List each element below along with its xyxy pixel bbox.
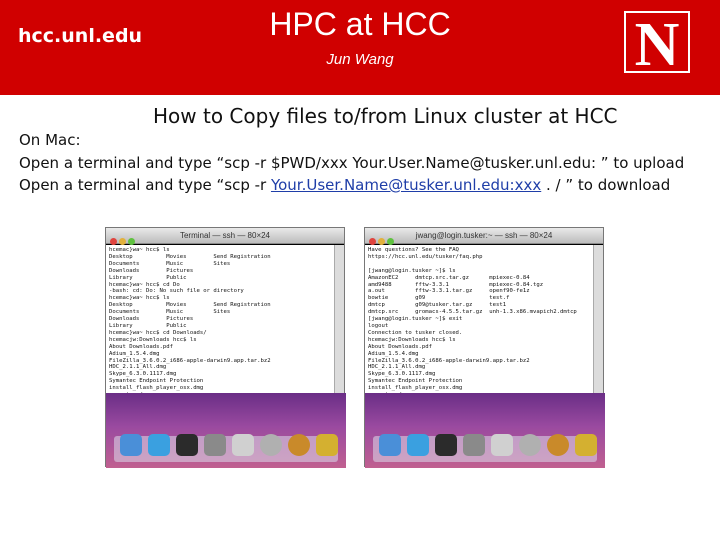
terminal-line: Adium_1.5.4.dmg	[368, 350, 419, 357]
terminal-line: HDC_2.1.1_All.dmg	[109, 364, 167, 371]
shield-icon[interactable]	[575, 434, 597, 456]
terminal-line: hcemac}wa~ hcc$ ls	[109, 295, 170, 302]
download-instruction	[19, 176, 670, 194]
terminal-line: bowtie g09 test.f	[368, 295, 510, 302]
finder-icon[interactable]	[120, 434, 142, 456]
author-name: Jun Wang	[326, 51, 394, 68]
terminal-line: [jwang@login.tusker ~]$ exit	[368, 316, 463, 323]
terminal-line: hcemacjw:Downloads hcc$ ls	[368, 336, 456, 343]
terminal-line: https://hcc.unl.edu/tusker/faq.php	[368, 253, 483, 260]
terminal-line: Documents Music Sites	[109, 309, 231, 316]
shield-icon[interactable]	[316, 434, 338, 456]
terminal-line: hcemacjw:Downloads hcc$ ls	[109, 336, 197, 343]
site-name: hcc.unl.edu	[18, 25, 143, 47]
terminal-line: About Downloads.pdf	[368, 343, 432, 350]
terminal-line: -bash: cd: Do: No such file or directory	[109, 288, 244, 295]
download-text-end: . / ” to download	[541, 176, 671, 194]
scrollbar[interactable]	[593, 245, 603, 393]
clock-icon[interactable]	[288, 434, 310, 456]
dock	[106, 393, 346, 468]
close-icon[interactable]	[369, 238, 376, 245]
terminal-line: Symantec Endpoint Protection	[368, 378, 463, 385]
terminal-line: Downloads Pictures	[109, 267, 194, 274]
header-bar	[0, 0, 720, 95]
upload-instruction: Open a terminal and type “scp -r $PWD/xxx Your.User.Name@tusker.unl.edu: ” to upload	[19, 154, 685, 172]
terminal-line: Skype_6.3.0.1117.dmg	[109, 371, 177, 378]
minimize-icon[interactable]	[119, 238, 126, 245]
terminal-line: Documents Music Sites	[109, 260, 231, 267]
download-terminal-screenshot	[364, 227, 604, 467]
window-title: jwang@login.tusker:~ — ssh — 80×24	[415, 231, 553, 240]
terminal-line: amd9488 fftw-3.3.1 mpiexec-0.84.tgz	[368, 281, 544, 288]
clock-icon[interactable]	[547, 434, 569, 456]
terminal-content[interactable]	[106, 245, 336, 393]
finder-icon[interactable]	[379, 434, 401, 456]
terminal-line: hcemac}wa~ hcc$ cd Do	[109, 281, 180, 288]
safari-icon[interactable]	[148, 434, 170, 456]
window-titlebar	[365, 228, 603, 244]
web-icon[interactable]	[491, 434, 513, 456]
terminal-line: install_flash_player_osx.dmg	[109, 385, 204, 392]
terminal-line: Adium_1.5.4.dmg	[109, 350, 160, 357]
terminal-line: Connection to tusker closed.	[368, 329, 463, 336]
download-text-start: Open a terminal and type “scp -r	[19, 176, 271, 194]
scrollbar[interactable]	[334, 245, 344, 393]
university-logo-icon	[623, 10, 691, 79]
terminal-line: hcemac}wa~ hcc$ cd Downloads/	[109, 329, 207, 336]
terminal-line: FileZilla_3.6.0.2_i686-apple-darwin9.app.tar.bz2	[109, 357, 271, 364]
terminal-line: dmtcp.src gromacs-4.5.5.tar.gz unh-1.3.x86.mvapich2.dmtcp	[368, 309, 577, 316]
window-title: Terminal — ssh — 80×24	[179, 231, 271, 240]
mac-heading: On Mac:	[19, 131, 81, 149]
slide-subtitle: How to Copy files to/from Linux cluster at HCC	[153, 104, 618, 128]
terminal-line: a.out fftw-3.3.1.tar.gz openf90-fe1z	[368, 288, 530, 295]
terminal-line: Desktop Movies Send Registration	[109, 302, 271, 309]
terminal-line: AmazonEC2 dmtcp.src.tar.gz mpiexec-0.84	[368, 274, 530, 281]
logo-letter: N	[634, 11, 680, 79]
close-icon[interactable]	[110, 238, 117, 245]
slide-title: HPC at HCC	[269, 6, 451, 42]
terminal-line: Downloads Pictures	[109, 316, 194, 323]
terminal-line: HDC_2.1.1_All.dmg	[368, 364, 426, 371]
terminal-line: FileZilla_3.6.0.2_i686-apple-darwin9.app.tar.bz2	[368, 357, 530, 364]
download-remote-link[interactable]: Your.User.Name@tusker.unl.edu:xxx	[270, 176, 542, 194]
terminal-line: install_flash_player_osx.dmg	[368, 385, 463, 392]
terminal-content[interactable]	[365, 245, 595, 393]
terminal-line: About Downloads.pdf	[109, 343, 173, 350]
terminal-line	[368, 261, 592, 268]
terminal-line: Library Public	[109, 322, 187, 329]
zoom-icon[interactable]	[128, 238, 135, 245]
terminal-icon[interactable]	[435, 434, 457, 456]
web-icon[interactable]	[232, 434, 254, 456]
terminal-line: Skype_6.3.0.1117.dmg	[368, 371, 436, 378]
terminal-line: Desktop Movies Send Registration	[109, 253, 271, 260]
zoom-icon[interactable]	[387, 238, 394, 245]
terminal-line: hcemac}wa~ hcc$ ls	[109, 247, 170, 253]
minimize-icon[interactable]	[378, 238, 385, 245]
window-titlebar	[106, 228, 344, 244]
terminal-line: [jwang@login.tusker ~]$ ls	[368, 267, 456, 274]
safari-icon[interactable]	[407, 434, 429, 456]
dock	[365, 393, 605, 468]
utility-icon[interactable]	[204, 434, 226, 456]
terminal-line: Symantec Endpoint Protection	[109, 378, 204, 385]
terminal-line: Library Public	[109, 274, 187, 281]
upload-terminal-screenshot	[105, 227, 345, 467]
terminal-line: Have questions? See the FAQ	[368, 247, 459, 253]
terminal-line: dmtcp g09@tusker.tar.gz test1	[368, 302, 507, 309]
terminal-line: logout	[368, 322, 389, 329]
terminal-icon[interactable]	[176, 434, 198, 456]
utility-icon[interactable]	[463, 434, 485, 456]
satellite-icon[interactable]	[260, 434, 282, 456]
satellite-icon[interactable]	[519, 434, 541, 456]
